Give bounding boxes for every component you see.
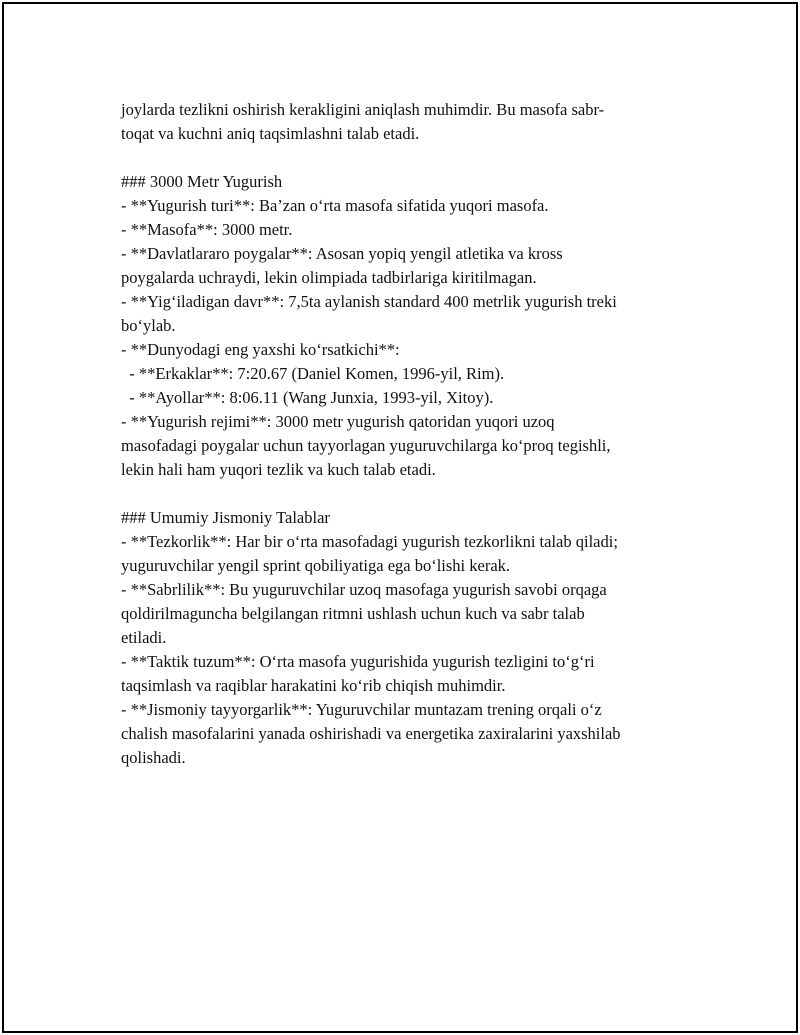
list-item-continuation: masofadagi poygalar uchun tayyorlagan yuguruvchilarga ko‘proq tegishli, [121,436,611,455]
intro-line: toqat va kuchni aniq taqsimlashni talab etadi. [121,124,420,143]
list-item-continuation: lekin hali ham yuqori tezlik va kuch talab etadi. [121,460,436,479]
list-item-continuation: bo‘ylab. [121,316,176,335]
sub-list-item: - **Erkaklar**: 7:20.67 (Daniel Komen, 1996-yil, Rim). [121,364,505,383]
section-heading-3000: ### 3000 Metr Yugurish [121,172,283,191]
list-item: - **Tezkorlik**: Har bir o‘rta masofadagi yugurish tezkorlikni talab qiladi; [121,532,618,551]
list-item: - **Davlatlararo poygalar**: Asosan yopiq yengil atletika va kross [121,244,563,263]
list-item: - **Jismoniy tayyorgarlik**: Yuguruvchilar muntazam trening orqali o‘z [121,700,602,719]
document-body [121,98,691,770]
list-item: - **Taktik tuzum**: O‘rta masofa yugurishida yugurish tezligini to‘g‘ri [121,652,595,671]
list-item: - **Yugurish turi**: Ba’zan o‘rta masofa sifatida yuqori masofa. [121,196,549,215]
intro-line: joylarda tezlikni oshirish kerakligini aniqlash muhimdir. Bu masofa sabr- [121,100,605,119]
list-item-continuation: qolishadi. [121,748,186,767]
list-item: - **Masofa**: 3000 metr. [121,220,293,239]
list-item: - **Yig‘iladigan davr**: 7,5ta aylanish standard 400 metrlik yugurish treki [121,292,617,311]
list-item-continuation: chalish masofalarini yanada oshirishadi va energetika zaxiralarini yaxshilab [121,724,621,743]
list-item-continuation: etiladi. [121,628,167,647]
section-heading-requirements: ### Umumiy Jismoniy Talablar [121,508,330,527]
list-item: - **Sabrlilik**: Bu yuguruvchilar uzoq masofaga yugurish savobi orqaga [121,580,607,599]
blank-line [121,146,691,170]
sub-list-item: - **Ayollar**: 8:06.11 (Wang Junxia, 1993-yil, Xitoy). [121,388,494,407]
list-item-continuation: yuguruvchilar yengil sprint qobiliyatiga ega bo‘lishi kerak. [121,556,511,575]
page-frame [2,2,798,1033]
list-item-continuation: poygalarda uchraydi, lekin olimpiada tadbirlariga kiritilmagan. [121,268,537,287]
blank-line [121,482,691,506]
list-item-continuation: qoldirilmaguncha belgilangan ritmni ushlash uchun kuch va sabr talab [121,604,585,623]
list-item: - **Yugurish rejimi**: 3000 metr yugurish qatoridan yuqori uzoq [121,412,555,431]
list-item-continuation: taqsimlash va raqiblar harakatini ko‘rib chiqish muhimdir. [121,676,506,695]
list-item: - **Dunyodagi eng yaxshi ko‘rsatkichi**: [121,340,400,359]
